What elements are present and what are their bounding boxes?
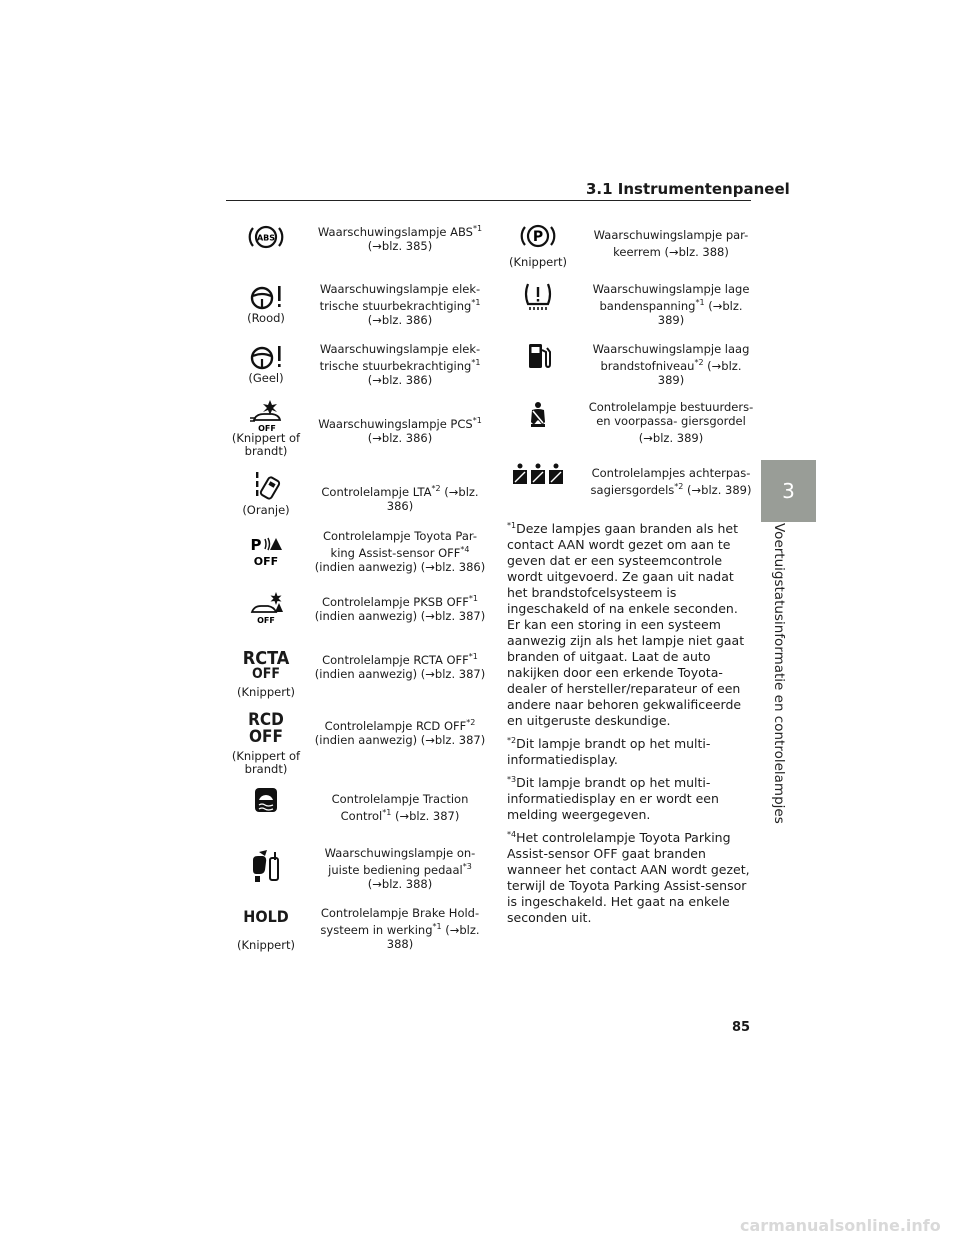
indicator-caption: (Knippert) (509, 255, 567, 269)
indicator-caption: (Knippert of brandt) (231, 749, 301, 776)
off-icon-text: OFF (249, 727, 283, 747)
rcta-off-icon (226, 650, 306, 699)
seatbelt-icon (490, 400, 586, 432)
rcd-off-icon (226, 712, 306, 776)
page-number: 85 (732, 1020, 751, 1035)
indicator-description: Controlelampje RCTA OFF$^{*1}$ (indien aanwezig) (→blz. 387) (314, 652, 486, 681)
page-header-title: 3.1 Instrumentenpaneel (586, 180, 790, 198)
indicator-description: Controlelampje Brake Hold- systeem in werking$^{*1}$ (→blz. 388) (320, 906, 480, 951)
abs-warning-icon (226, 222, 306, 252)
steering-warning-icon (226, 342, 306, 385)
chapter-side-label: Voertuigstatusinformatie en controlelampjes (771, 523, 787, 824)
indicator-caption: (Oranje) (242, 503, 290, 517)
fuel-icon (490, 340, 586, 372)
indicator-caption: (Knippert) (237, 685, 295, 699)
indicator-description: Waarschuwingslampje par- keerrem (→blz. 388) (593, 228, 749, 259)
watermark: carmanualsonline.info (740, 1216, 941, 1235)
indicator-caption: (Rood) (247, 311, 285, 325)
parking-brake-icon (490, 222, 586, 269)
indicator-caption: (Geel) (248, 371, 284, 385)
p-icon-text: P (532, 229, 544, 245)
off-icon-text: OFF (257, 616, 275, 625)
indicator-description: Waarschuwingslampje elek- trische stuurbekrachtiging$^{*1}$ (→blz. 386) (319, 342, 481, 387)
footnote: $^{*4}$Het controlelampje Toyota Parking Assist-sensor OFF gaat branden wanneer het contact AAN wordt gezet, terwijl de Toyota Parking Assist-sensor is ingeschakeld. Het gaat na enkele seconden uit. (507, 830, 750, 925)
hold-icon-text: HOLD (243, 907, 289, 926)
off-icon-text: OFF (252, 666, 280, 682)
traction-control-icon (226, 786, 306, 816)
p-icon-text: P (250, 536, 262, 554)
footnote: $^{*1}$Deze lampjes gaan branden als het contact AAN wordt gezet om aan te geven dat er een systeemcontrole wordt uitgevoerd. Ze gaan uit nadat het brandstofcelsysteem is ingeschakeld of na enkele seconden. Er kan een storing in een systeem aanwezig zijn als het lampje niet gaat branden of uitgaat. Laat de auto nakijken door een erkende Toyota-dealer of hersteller/reparateur of een andere naar behoren gekwalificeerde en uitgeruste deskundige. (507, 521, 745, 728)
indicator-description: Controlelampje Traction Control$^{*1}$ (→blz. 387) (331, 792, 469, 823)
footnote: $^{*2}$Dit lampje brandt op het multi-informatiedisplay. (507, 736, 711, 767)
chapter-tab[interactable]: 3 (761, 460, 816, 522)
indicator-description: Waarschuwingslampje on- juiste bediening pedaal$^{*3}$ (→blz. 388) (324, 846, 476, 891)
indicator-description: Waarschuwingslampje laag brandstofniveau$^{*2}$ (→blz. 389) (592, 342, 750, 387)
abs-icon-text: ABS (256, 233, 276, 243)
indicator-description: Controlelampje LTA$^{*2}$ (→blz. 386) (321, 484, 479, 513)
indicator-description: Waarschuwingslampje PCS$^{*1}$ (→blz. 386) (318, 416, 482, 445)
indicator-description: Waarschuwingslampje ABS$^{*1}$ (→blz. 385) (317, 224, 483, 253)
indicator-description: Controlelampje bestuurders- en voorpassa- giersgordel (→blz. 389) (588, 400, 754, 445)
off-icon-text: OFF (253, 555, 279, 568)
parking-assist-off-icon (226, 535, 306, 569)
rear-seatbelt-icon (490, 460, 586, 492)
indicator-caption: (Knippert of brandt) (231, 431, 301, 458)
tire-pressure-icon (490, 280, 586, 312)
lta-icon (226, 470, 306, 517)
pksb-off-icon (226, 592, 306, 626)
pcs-icon (226, 398, 306, 458)
steering-warning-icon (226, 282, 306, 325)
off-icon-text: OFF (258, 424, 276, 432)
footnotes (507, 518, 754, 930)
pedal-warning-icon (226, 848, 306, 888)
rcta-icon-text: RCTA (242, 648, 290, 669)
indicator-caption: (Knippert) (237, 938, 295, 952)
indicator-description: Controlelampje PKSB OFF$^{*1}$ (indien aanwezig) (→blz. 387) (314, 594, 486, 623)
rcd-icon-text: RCD (248, 710, 284, 730)
header-rule (226, 200, 751, 201)
indicator-description: Controlelampje Toyota Par- king Assist-sensor OFF$^{*4}$ (indien aanwezig) (→blz. 386) (314, 529, 486, 574)
indicator-description: Controlelampje RCD OFF$^{*2}$ (indien aanwezig) (→blz. 387) (314, 718, 486, 747)
indicator-description: Controlelampjes achterpas- sagiersgordels$^{*2}$ (→blz. 389) (590, 466, 752, 497)
indicator-description: Waarschuwingslampje elek- trische stuurbekrachtiging$^{*1}$ (→blz. 386) (319, 282, 481, 327)
footnote: $^{*3}$Dit lampje brandt op het multi-informatiedisplay en er wordt een melding weergegeven. (507, 775, 719, 822)
hold-icon (226, 908, 306, 952)
indicator-description: Waarschuwingslampje lage bandenspanning$^{*1}$ (→blz. 389) (592, 282, 750, 327)
